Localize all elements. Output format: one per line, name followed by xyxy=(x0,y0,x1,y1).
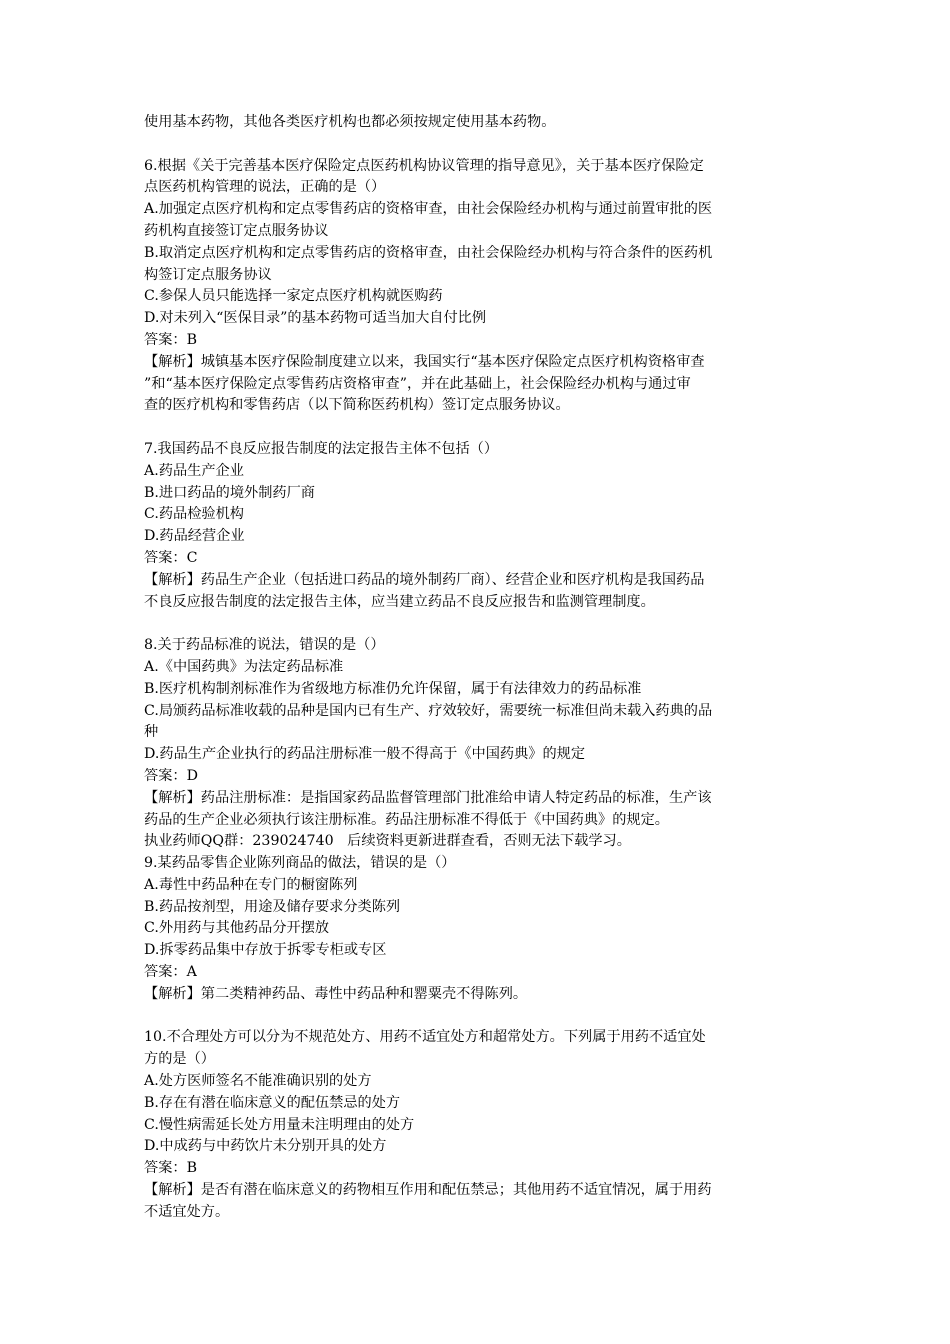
analysis-line: 药品的生产企业必须执行该注册标准。药品注册标准不得低于《中国药典》的规定。 xyxy=(144,811,669,828)
answer-line: 答案：B xyxy=(144,331,197,348)
analysis-line: 查的医疗机构和零售药店（以下简称医药机构）签订定点服务协议。 xyxy=(144,397,570,414)
answer-line: 答案：D xyxy=(144,767,198,784)
option-b: B.取消定点医疗机构和定点零售药店的资格审查，由社会保险经办机构与符合条件的医药机 xyxy=(144,244,713,261)
option-c: C.药品检验机构 xyxy=(144,506,244,523)
option-c: C.外用药与其他药品分开摆放 xyxy=(144,920,330,937)
question-block xyxy=(144,156,812,418)
question-stem: 7.我国药品不良反应报告制度的法定报告主体不包括（） xyxy=(144,440,499,457)
document-page xyxy=(144,112,812,1224)
analysis-line: ”和“基本医疗保险定点零售药店资格审查”，并在此基础上，社会保险经办机构与通过审 xyxy=(144,375,691,392)
question-stem: 10.不合理处方可以分为不规范处方、用药不适宜处方和超常处方。下列属于用药不适宜处 xyxy=(144,1029,706,1046)
analysis-line: 不适宜处方。 xyxy=(144,1203,230,1220)
analysis-line: 【解析】城镇基本医疗保险制度建立以来，我国实行“基本医疗保险定点医疗机构资格审查 xyxy=(144,353,705,370)
option-b: B.进口药品的境外制药厂商 xyxy=(144,484,315,501)
option-b: B.药品按剂型，用途及储存要求分类陈列 xyxy=(144,898,401,915)
option-a: A.加强定点医疗机构和定点零售药店的资格审查，由社会保险经办机构与通过前置审批的医 xyxy=(144,201,713,218)
question-block xyxy=(144,853,812,1006)
option-a: A.药品生产企业 xyxy=(144,462,244,479)
option-c: C.参保人员只能选择一家定点医疗机构就医购药 xyxy=(144,288,443,305)
option-d: D.药品经营企业 xyxy=(144,528,245,545)
analysis-line: 【解析】是否有潜在临床意义的药物相互作用和配伍禁忌；其他用药不适宜情况，属于用药 xyxy=(144,1182,712,1199)
answer-line: 答案：C xyxy=(144,549,198,566)
question-block xyxy=(144,1027,812,1223)
question-stem: 点医药机构管理的说法，正确的是（） xyxy=(144,179,386,196)
option-c: C.局颁药品标准收载的品种是国内已有生产、疗效较好，需要统一标准但尚未载入药典的品 xyxy=(144,702,713,719)
paragraph-gap xyxy=(144,134,812,156)
option-b: B.医疗机构制剂标准作为省级地方标准仍允许保留，属于有法律效力的药品标准 xyxy=(144,680,642,697)
question-block xyxy=(144,635,812,831)
option-d: D.药品生产企业执行的药品注册标准一般不得高于《中国药典》的规定 xyxy=(144,746,586,763)
option-b: B.存在有潜在临床意义的配伍禁忌的处方 xyxy=(144,1094,401,1111)
analysis-line: 【解析】药品生产企业（包括进口药品的境外制药厂商）、经营企业和医疗机构是我国药品 xyxy=(144,571,705,588)
analysis-line: 【解析】药品注册标准：是指国家药品监督管理部门批准给申请人特定药品的标准，生产该 xyxy=(144,789,712,806)
qq-group-notice: 执业药师QQ群：239024740 后续资料更新进群查看，否则无法下载学习。 xyxy=(144,833,631,850)
option-a: A.《中国药典》为法定药品标准 xyxy=(144,658,344,675)
option-d: D.拆零药品集中存放于拆零专柜或专区 xyxy=(144,942,387,959)
option-a-continued: 药机构直接签订定点服务协议 xyxy=(144,222,329,239)
answer-line: 答案：B xyxy=(144,1160,197,1177)
question-stem: 6.根据《关于完善基本医疗保险定点医药机构协议管理的指导意见》，关于基本医疗保险定 xyxy=(144,157,704,174)
intro-tail-text: 使用基本药物，其他各类医疗机构也都必须按规定使用基本药物。 xyxy=(144,114,556,130)
option-d: D.中成药与中药饮片未分别开具的处方 xyxy=(144,1138,387,1155)
paragraph-gap xyxy=(144,417,812,439)
analysis-line: 【解析】第二类精神药品、毒性中药品种和罂粟壳不得陈列。 xyxy=(144,985,528,1002)
analysis-line: 不良反应报告制度的法定报告主体，应当建立药品不良反应报告和监测管理制度。 xyxy=(144,593,655,610)
option-c: C.慢性病需延长处方用量未注明理由的处方 xyxy=(144,1116,415,1133)
question-stem: 8.关于药品标准的说法，错误的是（） xyxy=(144,637,385,654)
question-stem: 9.某药品零售企业陈列商品的做法，错误的是（） xyxy=(144,855,456,872)
option-a: A.毒性中药品种在专门的橱窗陈列 xyxy=(144,876,358,893)
paragraph-gap xyxy=(144,1006,812,1028)
paragraph-gap xyxy=(144,613,812,635)
option-b-continued: 构签订定点服务协议 xyxy=(144,266,272,283)
option-c-continued: 种 xyxy=(144,724,159,741)
question-block xyxy=(144,439,812,613)
question-stem: 方的是（） xyxy=(144,1051,215,1068)
option-d: D.对未列入“医保目录”的基本药物可适当加大自付比例 xyxy=(144,310,487,327)
option-a: A.处方医师签名不能准确识别的处方 xyxy=(144,1073,372,1090)
answer-line: 答案：A xyxy=(144,964,197,981)
